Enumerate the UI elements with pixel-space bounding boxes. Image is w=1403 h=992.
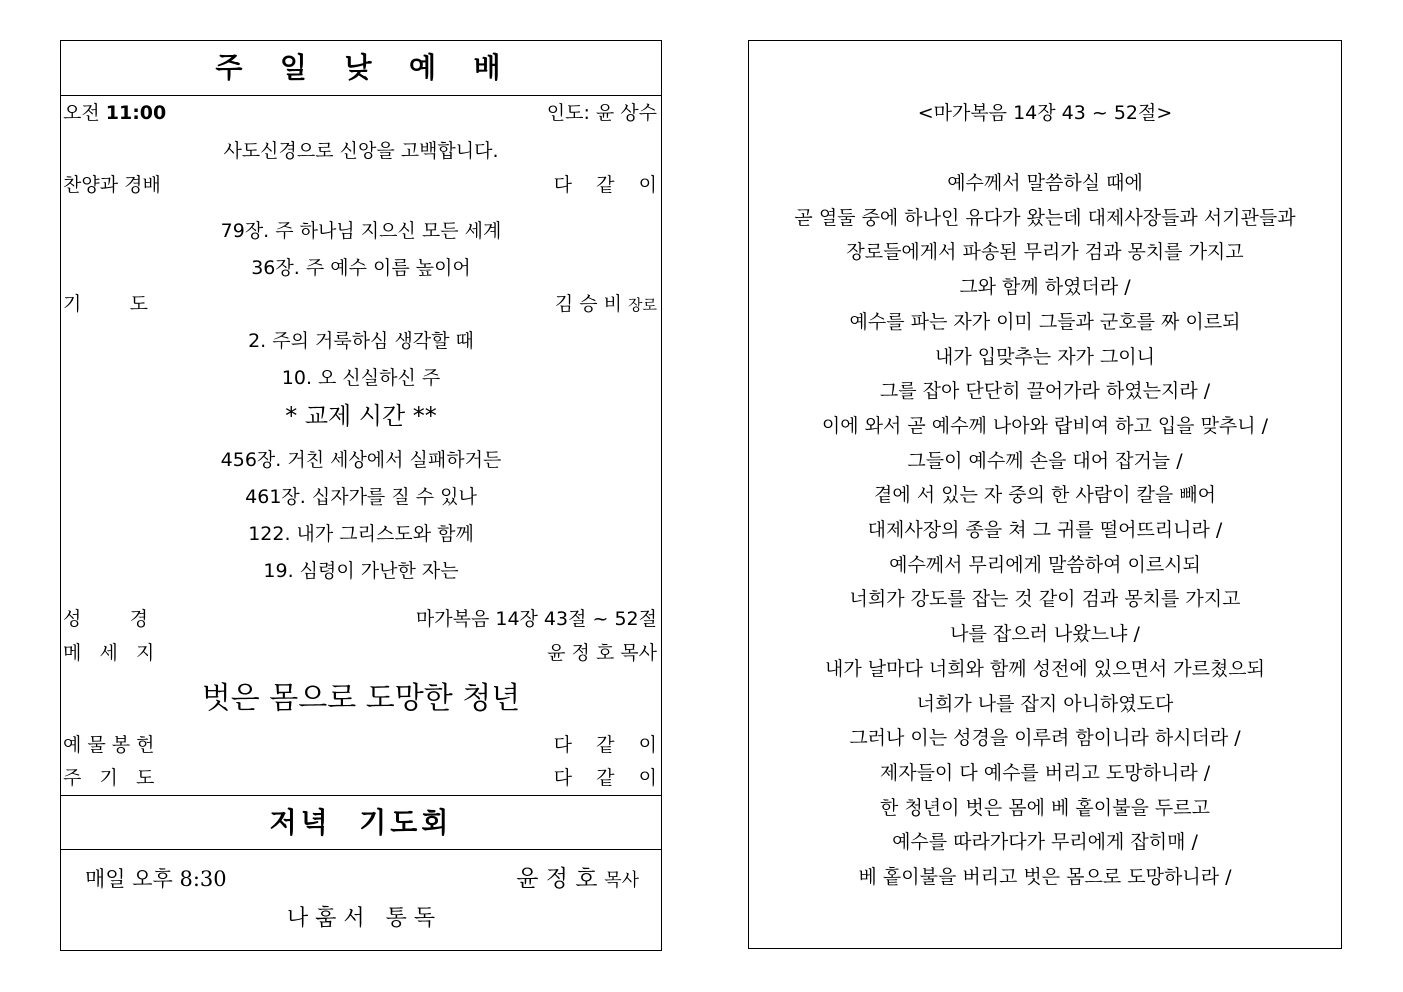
message-label: 메 세 지 xyxy=(63,642,155,664)
offering-who: 다 같 이 xyxy=(553,734,657,756)
verse-line: 한 청년이 벗은 몸에 베 홑이불을 두르고 xyxy=(880,796,1210,819)
scripture-heading: <마가복음 14장 43 ~ 52절> xyxy=(917,102,1173,124)
prayer-who: 김 승 비 xyxy=(554,293,622,315)
verse-line: 그를 잡아 단단히 끌어가라 하였는지라 / xyxy=(879,380,1211,403)
scripture-label: 성 경 xyxy=(63,608,149,630)
sunday-service-title: 주 일 낮 예 배 xyxy=(61,41,661,96)
message-row xyxy=(63,639,657,667)
scripture-ref: 마가복음 14장 43절 ~ 52절 xyxy=(415,608,657,630)
time-row xyxy=(63,99,657,127)
verse-line: 내가 입맞추는 자가 그이니 xyxy=(934,345,1155,368)
hymn-item: 79장. 주 하나님 지으신 모든 세계 xyxy=(220,220,502,242)
prayer-row xyxy=(63,290,657,318)
verse-line: 나를 잡으러 나왔느냐 / xyxy=(950,623,1140,646)
verse-line: 너희가 나를 잡지 아니하였도다 xyxy=(916,692,1174,715)
offering-row xyxy=(63,731,657,759)
creed-line: 사도신경으로 신앙을 고백합니다. xyxy=(223,140,499,162)
praise-who: 다 같 이 xyxy=(553,174,657,196)
lords-prayer-who: 다 같 이 xyxy=(553,767,657,789)
evening-row xyxy=(85,865,639,893)
verse-line: 곧 열둘 중에 하나인 유다가 왔는데 대제사장들과 서기관들과 xyxy=(794,206,1296,229)
evening-leader-title: 목사 xyxy=(604,870,639,891)
lords-prayer-label: 주 기 도 xyxy=(63,767,155,789)
verse-line: 이에 와서 곧 예수께 나아와 랍비여 하고 입을 맞추니 / xyxy=(821,414,1269,437)
verse-line: 대제사장의 종을 쳐 그 귀를 떨어뜨리니라 / xyxy=(867,519,1223,541)
fellowship-time: * 교제 시간 ** xyxy=(285,402,437,430)
song-item: 122. 내가 그리스도와 함께 xyxy=(248,523,474,545)
offering-label: 예 물 봉 헌 xyxy=(63,734,155,756)
verse-line: 예수를 파는 자가 이미 그들과 군호를 짜 이르되 xyxy=(849,310,1241,333)
leader: 인도: 윤 상수 xyxy=(546,102,657,124)
evening-reading: 나 훔 서 통 독 xyxy=(286,906,436,931)
worship-order-panel xyxy=(60,40,662,951)
song-item: 2. 주의 거룩하심 생각할 때 xyxy=(248,330,474,352)
song-item: 19. 심령이 가난한 자는 xyxy=(263,560,459,582)
song-item: 10. 오 신실하신 주 xyxy=(281,367,441,389)
verse-line: 베 홑이불을 버리고 벗은 몸으로 도망하니라 / xyxy=(858,866,1232,888)
prayer-title: 장로 xyxy=(628,296,657,314)
song-item: 456장. 거친 세상에서 실패하거든 xyxy=(220,449,502,471)
praise-label: 찬양과 경배 xyxy=(63,174,161,196)
scripture-row xyxy=(63,605,657,633)
song-item: 461장. 십자가를 질 수 있나 xyxy=(245,486,477,508)
verse-line: 제자들이 다 예수를 버리고 도망하니라 / xyxy=(879,761,1211,784)
verse-line: 예수께서 말씀하실 때에 xyxy=(947,172,1143,194)
verse-line: 그러나 이는 성경을 이루려 함이니라 하시더라 / xyxy=(849,727,1241,750)
prayer-label: 기 도 xyxy=(63,293,149,315)
verse-line: 장로들에게서 파송된 무리가 검과 몽치를 가지고 xyxy=(846,241,1244,264)
evening-leader: 윤 정 호 xyxy=(516,866,598,892)
verse-line: 예수를 따라가다가 무리에게 잡히매 / xyxy=(892,831,1198,854)
verse-line: 그와 함께 하였더라 / xyxy=(959,276,1131,299)
lords-prayer-row xyxy=(63,764,657,792)
praise-row xyxy=(63,171,657,199)
scripture-text-panel xyxy=(748,40,1342,949)
verse-line: 너희가 강도를 잡는 것 같이 검과 몽치를 가지고 xyxy=(849,588,1241,611)
verse-line: 내가 날마다 너희와 함께 성전에 있으면서 가르쳤으되 xyxy=(824,657,1266,680)
verse-line: 곁에 서 있는 자 중의 한 사람이 칼을 빼어 xyxy=(874,484,1216,507)
evening-time: 매일 오후 8:30 xyxy=(85,867,227,891)
verse-line: 예수께서 무리에게 말씀하여 이르시되 xyxy=(889,553,1201,576)
message-who: 윤 정 호 목사 xyxy=(547,642,657,664)
sermon-title: 벗은 몸으로 도망한 청년 xyxy=(201,681,521,716)
time-label: 오전 xyxy=(63,102,100,124)
evening-prayer-title: 저녁 기도회 xyxy=(61,796,661,850)
verse-line: 그들이 예수께 손을 대어 잡거늘 / xyxy=(907,449,1183,472)
time-value: 11:00 xyxy=(105,102,167,124)
hymn-item: 36장. 주 예수 이름 높이어 xyxy=(251,257,471,279)
